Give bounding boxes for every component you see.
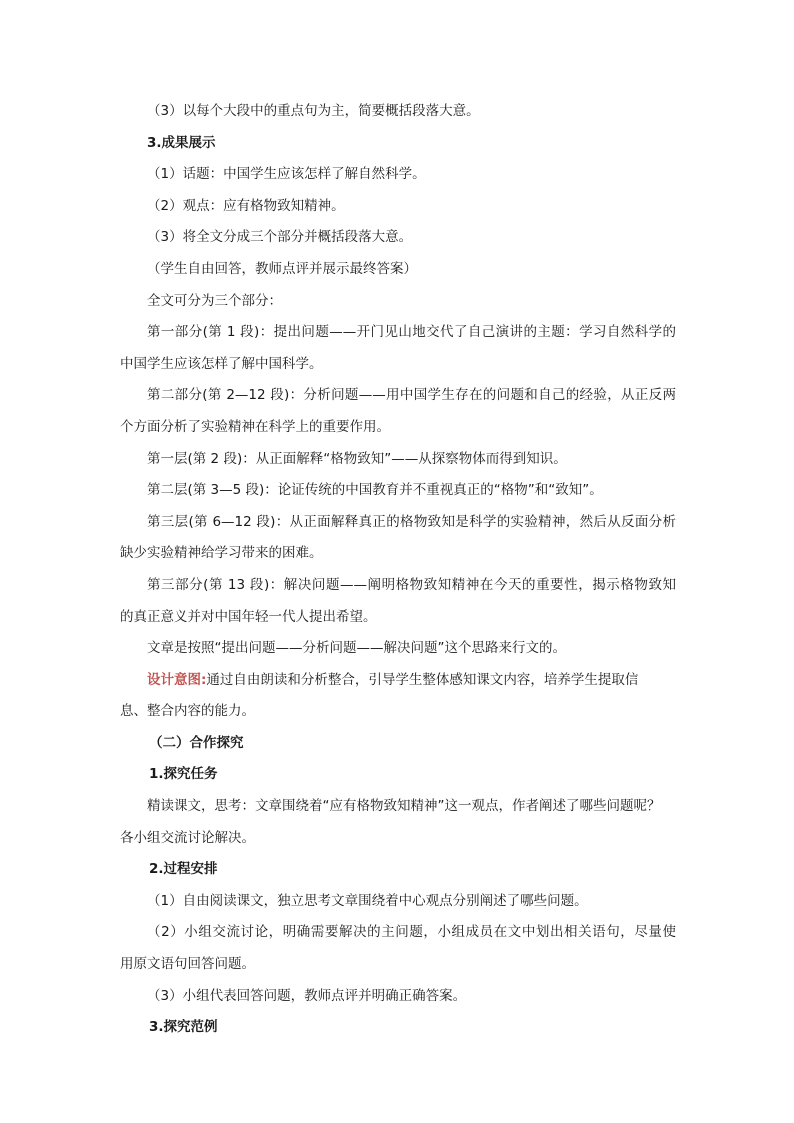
paragraph-line: 的真正意义并对中国年轻一代人提出希望。 [120, 608, 377, 625]
paragraph-line: 个方面分析了实验精神在科学上的重要作用。 [120, 418, 390, 435]
paragraph-line: 第二层(第 3—5 段)：论证传统的中国教育并不重视真正的“格物”和“致知”。 [147, 482, 603, 499]
paragraph-line: 缺少实验精神给学习带来的困难。 [120, 545, 323, 562]
paragraph-line: 第二部分(第 2—12 段)：分析问题——用中国学生存在的问题和自己的经验，从正反两 [147, 387, 676, 404]
paragraph-line: 中国学生应该怎样了解中国科学。 [120, 355, 323, 372]
paragraph-line: 文章是按照“提出问题——分析问题——解决问题”这个思路来行文的。 [147, 640, 566, 657]
paragraph-line: （3）小组代表回答问题，教师点评并明确正确答案。 [147, 987, 467, 1004]
paragraph-line: （1）自由阅读课文，独立思考文章围绕着中心观点分别阐述了哪些问题。 [147, 892, 588, 909]
document-page [120, 96, 676, 1044]
paragraph-line: （1）话题：中国学生应该怎样了解自然科学。 [147, 166, 426, 183]
paragraph-line: 全文可分为三个部分： [147, 292, 282, 309]
paragraph-line: 第三部分(第 13 段)：解决问题——阐明格物致知精神在今天的重要性，揭示格物致知 [147, 576, 676, 593]
design-intent-line [120, 665, 676, 697]
section-heading: 2.过程安排 [149, 861, 218, 878]
paragraph-line: 用原文语句回答问题。 [120, 956, 255, 973]
paragraph-line: 精读课文，思考：文章围绕着“应有格物致知精神”这一观点，作者阐述了哪些问题呢？ [147, 798, 661, 815]
design-intent-text: 通过自由朗读和分析整合，引导学生整体感知课文内容，培养学生提取信 [206, 671, 639, 688]
paragraph-line: （3）将全文分成三个部分并概括段落大意。 [147, 229, 413, 246]
paragraph-line: （学生自由回答，教师点评并展示最终答案） [147, 260, 417, 277]
design-intent-label: 设计意图: [147, 671, 207, 688]
paragraph-line: 第三层(第 6—12 段)：从正面解释真正的格物致知是科学的实验精神，然后从反面分析 [147, 513, 676, 530]
paragraph-line: 第一层(第 2 段)：从正面解释“格物致知”——从探察物体而得到知识。 [147, 450, 567, 467]
section-heading: 3.探究范例 [149, 1019, 218, 1036]
paragraph-line: 各小组交流讨论解决。 [120, 829, 255, 846]
section-heading: （二）合作探究 [149, 734, 244, 751]
paragraph-line: （2）小组交流讨论，明确需要解决的主问题，小组成员在文中划出相关语句，尽量使 [147, 924, 676, 941]
paragraph-line: 第一部分(第 1 段)：提出问题——开门见山地交代了自己演讲的主题：学习自然科学的 [147, 324, 676, 341]
section-heading: 1.探究任务 [149, 766, 218, 783]
paragraph-line: 息、整合内容的能力。 [120, 703, 255, 720]
section-heading: 3.成果展示 [147, 134, 216, 151]
paragraph-line: （2）观点：应有格物致知精神。 [147, 197, 345, 214]
paragraph-line: （3）以每个大段中的重点句为主，简要概括段落大意。 [147, 103, 480, 119]
